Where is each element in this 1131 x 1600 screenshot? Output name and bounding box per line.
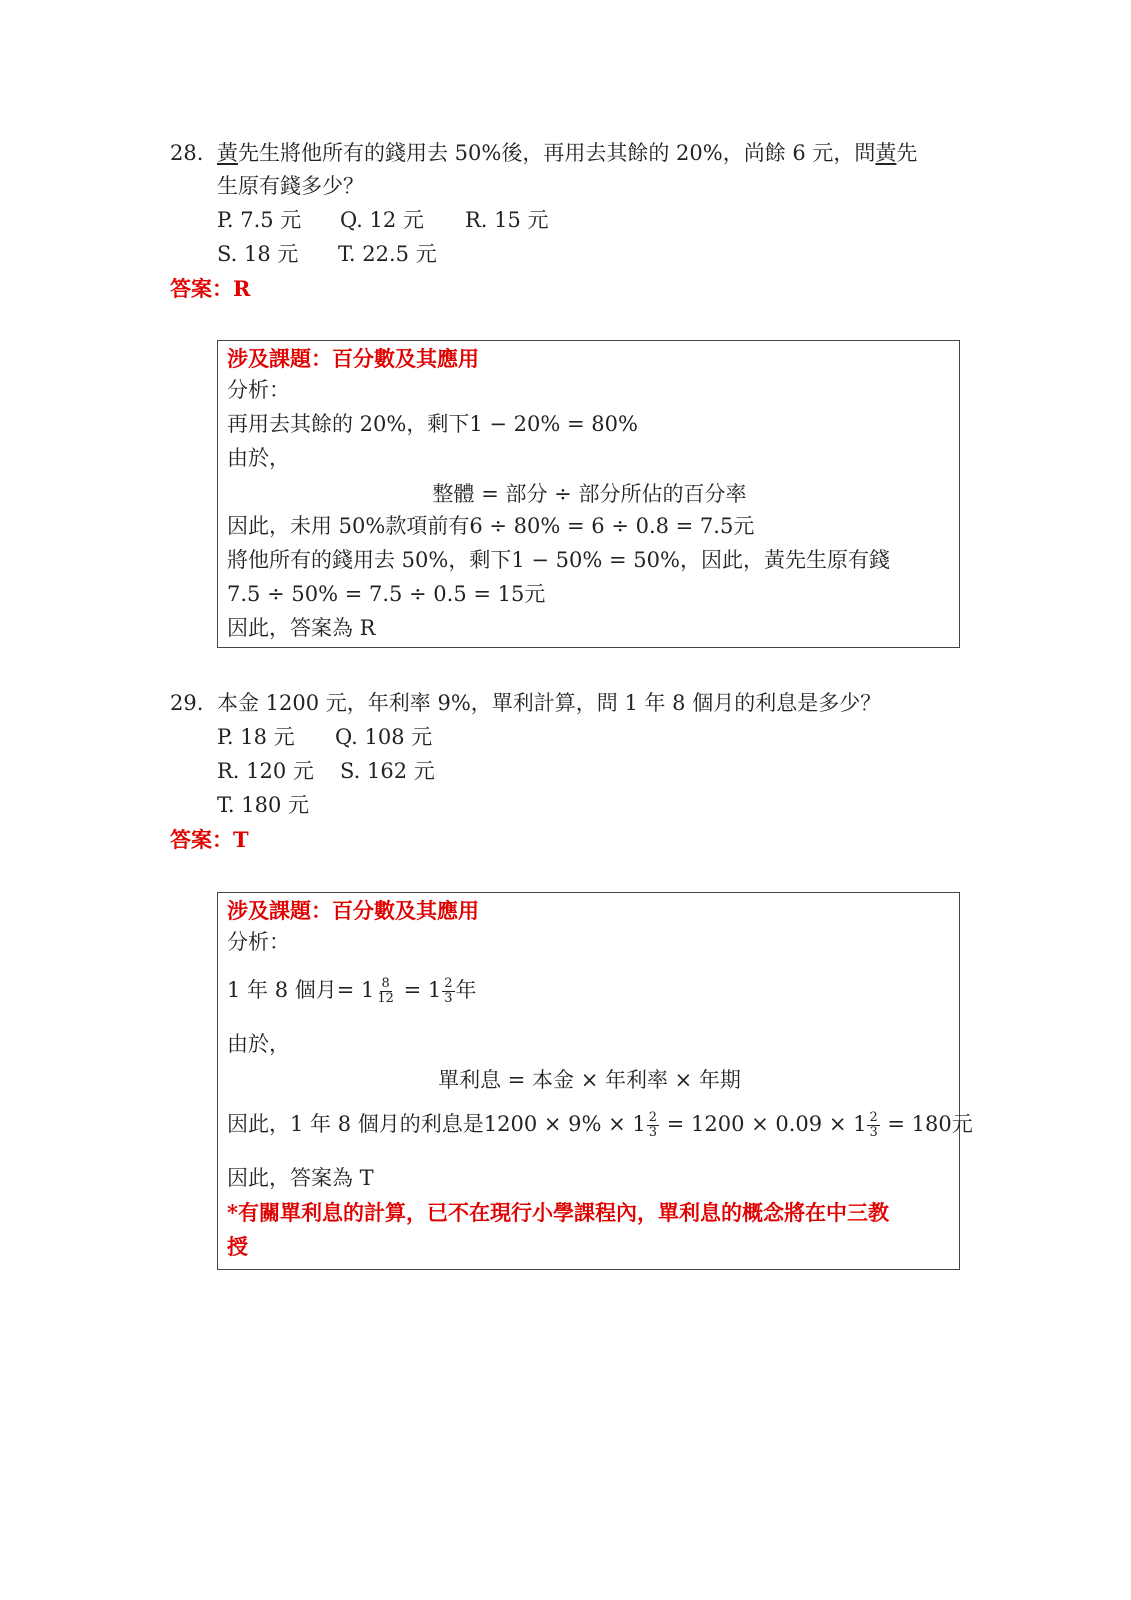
q29-question-text: 本金 1200 元，年利率 9%，單利計算，問 1 年 8 個月的利息是多少？ xyxy=(217,691,882,715)
q29-step-4 xyxy=(227,1109,973,1141)
q28-answer-value: R xyxy=(233,276,251,301)
q28-answer xyxy=(170,273,250,305)
q29-eq1-fraction-2-den: 3 xyxy=(444,991,453,1006)
q29-eq4-text-c: = 180元 xyxy=(880,1112,973,1136)
q29-step-1 xyxy=(227,975,477,1007)
q28-option-t: T. 22.5 元 xyxy=(338,242,437,266)
q28-step-2: 由於， xyxy=(227,446,290,470)
q29-eq4-fraction-1-den: 3 xyxy=(648,1125,658,1140)
q29-conclusion: 因此，答案為 T xyxy=(227,1166,374,1190)
q29-eq1-fraction-2 xyxy=(442,977,454,1005)
q29-answer xyxy=(170,824,249,856)
q28-step-4: 因此，未用 50%款項前有6 ÷ 80% = 6 ÷ 0.8 = 7.5元 xyxy=(227,514,755,538)
q29-option-t: T. 180 元 xyxy=(217,793,310,817)
q28-option-p: P. 7.5 元 xyxy=(217,208,302,232)
q29-number: 29. xyxy=(170,691,204,715)
q28-answer-label: 答案： xyxy=(170,276,233,301)
q28-question-line1 xyxy=(217,138,917,170)
q28-question-text: 先生將他所有的錢用去 50%後，再用去其餘的 20%，尚餘 6 元，問 xyxy=(238,141,876,165)
q28-step-1: 再用去其餘的 20%，剩下1 − 20% = 80% xyxy=(227,412,638,436)
q28-analysis-label: 分析： xyxy=(227,378,290,402)
q28-option-q: Q. 12 元 xyxy=(340,208,424,232)
q29-eq1-text-a: 1 年 8 個月= 1 xyxy=(227,978,375,1002)
q29-eq1-fraction-1-num: 8 xyxy=(381,976,390,992)
q28-topic: 涉及課題：百分數及其應用 xyxy=(227,346,479,371)
q29-eq4-text-b: = 1200 × 0.09 × 1 xyxy=(660,1112,867,1136)
q28-formula: 整體 = 部分 ÷ 部分所佔的百分率 xyxy=(432,482,747,506)
q29-topic: 涉及課題：百分數及其應用 xyxy=(227,898,479,923)
q29-answer-label: 答案： xyxy=(170,827,233,852)
q29-formula: 單利息 = 本金 × 年利率 × 年期 xyxy=(438,1068,741,1092)
q28-analysis-box xyxy=(217,340,960,648)
q29-option-p: P. 18 元 xyxy=(217,725,295,749)
q29-eq4-fraction-2-num: 2 xyxy=(869,1110,878,1126)
q29-option-q: Q. 108 元 xyxy=(335,725,433,749)
q28-step-5: 將他所有的錢用去 50%，剩下1 − 50% = 50%，因此，黃先生原有錢 xyxy=(227,548,890,572)
q29-eq4-fraction-2 xyxy=(867,1111,879,1139)
q29-eq4-fraction-2-den: 3 xyxy=(869,1125,878,1140)
q29-eq4-text-a: 因此，1 年 8 個月的利息是1200 × 9% × 1 xyxy=(227,1112,646,1136)
q28-step-6: 7.5 ÷ 50% = 7.5 ÷ 0.5 = 15元 xyxy=(227,582,546,606)
q29-eq1-fraction-1-den: 12 xyxy=(377,991,394,1006)
q29-eq1-text-c: 年 xyxy=(455,978,477,1002)
q29-note-line2: 授 xyxy=(227,1234,248,1259)
q28-question-text-end: 先 xyxy=(896,141,918,165)
q29-eq1-text-b: = 1 xyxy=(396,978,442,1002)
q29-eq4-fraction-1-num: 2 xyxy=(648,1110,658,1126)
q29-analysis-label: 分析： xyxy=(227,930,290,954)
q29-analysis-box xyxy=(217,892,973,1270)
q29-note-line1: *有關單利息的計算，已不在現行小學課程內，單利息的概念將在中三教 xyxy=(227,1200,889,1225)
q28-name-underlined-2: 黃 xyxy=(875,141,897,165)
q28-name-underlined: 黃 xyxy=(217,141,238,165)
q28-option-s: S. 18 元 xyxy=(217,242,299,266)
q28-question-line2: 生原有錢多少？ xyxy=(217,174,364,198)
q28-option-r: R. 15 元 xyxy=(465,208,549,232)
q28-conclusion: 因此，答案為 R xyxy=(227,616,376,640)
q29-option-s: S. 162 元 xyxy=(340,759,435,783)
q28-number: 28. xyxy=(170,141,204,165)
q29-option-r: R. 120 元 xyxy=(217,759,314,783)
q29-eq1-fraction-1 xyxy=(375,977,396,1005)
q29-eq4-fraction-1 xyxy=(647,1111,659,1139)
q29-step-2: 由於， xyxy=(227,1032,290,1056)
q29-eq1-fraction-2-num: 2 xyxy=(444,976,453,992)
q29-answer-value: T xyxy=(233,827,249,852)
